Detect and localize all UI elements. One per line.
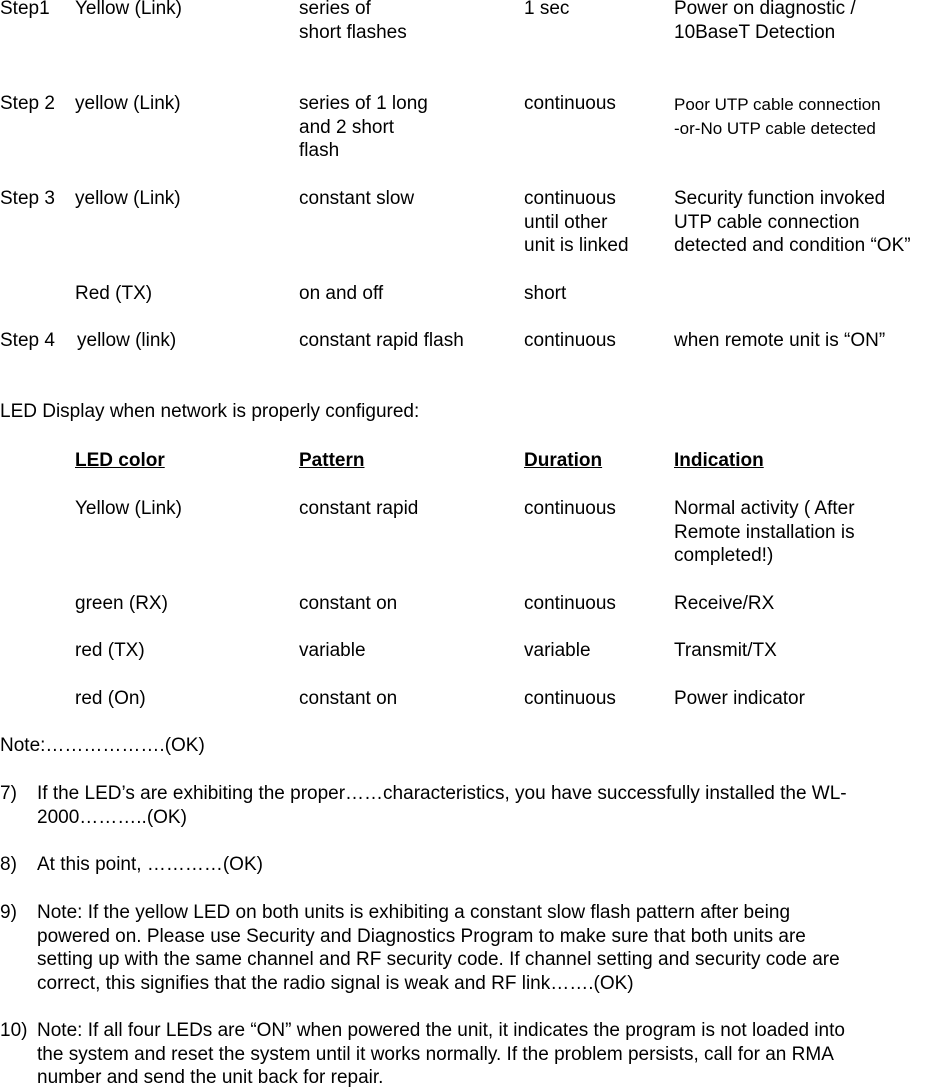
led-color: yellow (link) [77, 330, 177, 351]
pattern-line: constant rapid flash [299, 330, 464, 351]
item-line: setting up with the same channel and RF security code. If channel setting and security code are [37, 949, 840, 970]
indication-line: Receive/RX [674, 593, 775, 614]
duration-line: short [524, 283, 567, 304]
pattern-line: and 2 short [299, 116, 395, 138]
pattern: variable [299, 640, 366, 661]
indication-line: detected and condition “OK” [674, 235, 911, 256]
step-label: Step 2 [0, 93, 55, 114]
indication-line: Power on diagnostic / [674, 0, 856, 19]
led-color: Yellow (Link) [75, 0, 183, 19]
indication-line: Poor UTP cable connection [674, 95, 881, 114]
item-line: Note: If the yellow LED on both units is exhibiting a constant slow flash pattern after being [37, 902, 791, 923]
duration-line: continuous [524, 188, 616, 209]
note-line: Note:……………….(OK) [0, 735, 205, 756]
item-line: the system and reset the system until it works normally. If the problem persists, call for an RMA [37, 1043, 834, 1065]
step-label: Step1 [0, 0, 50, 19]
pattern: constant on [299, 688, 398, 709]
item-number: 7) [0, 783, 17, 804]
led-color: Red (TX) [75, 283, 153, 304]
indication-line: Transmit/TX [674, 640, 777, 661]
duration: variable [524, 640, 591, 661]
led-color: yellow (Link) [75, 93, 181, 114]
duration-line: continuous [524, 93, 616, 114]
header-indication: Indication [674, 450, 764, 471]
duration-line: 1 sec [524, 0, 570, 19]
duration-line: continuous [524, 330, 616, 351]
pattern: constant on [299, 593, 398, 614]
duration: continuous [524, 688, 616, 709]
pattern: constant rapid [299, 498, 419, 519]
item-line: powered on. Please use Security and Diagnostics Program to make sure that both units are [37, 925, 806, 947]
duration: continuous [524, 593, 616, 614]
header-led-color: LED color [75, 450, 165, 471]
indication-line: UTP cable connection [674, 211, 860, 233]
indication-line: 10BaseT Detection [674, 21, 836, 43]
item-number: 8) [0, 854, 17, 875]
indication-line: Normal activity ( After [674, 498, 855, 519]
led-color: yellow (Link) [75, 188, 181, 209]
indication-line: when remote unit is “ON” [674, 330, 886, 351]
item-line: If the LED’s are exhibiting the proper……characteristics, you have successfully installed the WL- [37, 783, 847, 804]
indication-line: Power indicator [674, 688, 805, 709]
item-line: correct, this signifies that the radio signal is weak and RF link…….(OK) [37, 972, 634, 994]
duration-line: until other [524, 211, 608, 233]
item-line: number and send the unit back for repair. [37, 1067, 384, 1088]
indication-line: Security function invoked [674, 188, 886, 209]
item-line: Note: If all four LEDs are “ON” when powered the unit, it indicates the program is not loaded into [37, 1020, 845, 1041]
led-color: red (TX) [75, 640, 145, 661]
header-pattern: Pattern [299, 450, 365, 471]
duration-line: unit is linked [524, 235, 629, 256]
indication-line: Remote installation is [674, 521, 855, 543]
item-line: 2000………..(OK) [37, 806, 187, 828]
item-line: At this point, …………(OK) [37, 854, 263, 875]
led-color: green (RX) [75, 593, 168, 614]
step-label: Step 4 [0, 330, 55, 351]
pattern-line: series of 1 long [299, 93, 428, 114]
pattern-line: short flashes [299, 21, 407, 43]
item-number: 10) [0, 1020, 28, 1041]
duration: continuous [524, 498, 616, 519]
pattern-line: flash [299, 140, 340, 161]
led-color: Yellow (Link) [75, 498, 183, 519]
pattern-line: series of [299, 0, 371, 19]
configured-heading: LED Display when network is properly configured: [0, 401, 420, 422]
pattern-line: on and off [299, 283, 384, 304]
led-color: red (On) [75, 688, 146, 709]
indication-line: completed!) [674, 545, 774, 566]
indication-line: -or-No UTP cable detected [674, 118, 876, 138]
pattern-line: constant slow [299, 188, 415, 209]
header-duration: Duration [524, 450, 603, 471]
item-number: 9) [0, 902, 17, 923]
step-label: Step 3 [0, 188, 55, 209]
